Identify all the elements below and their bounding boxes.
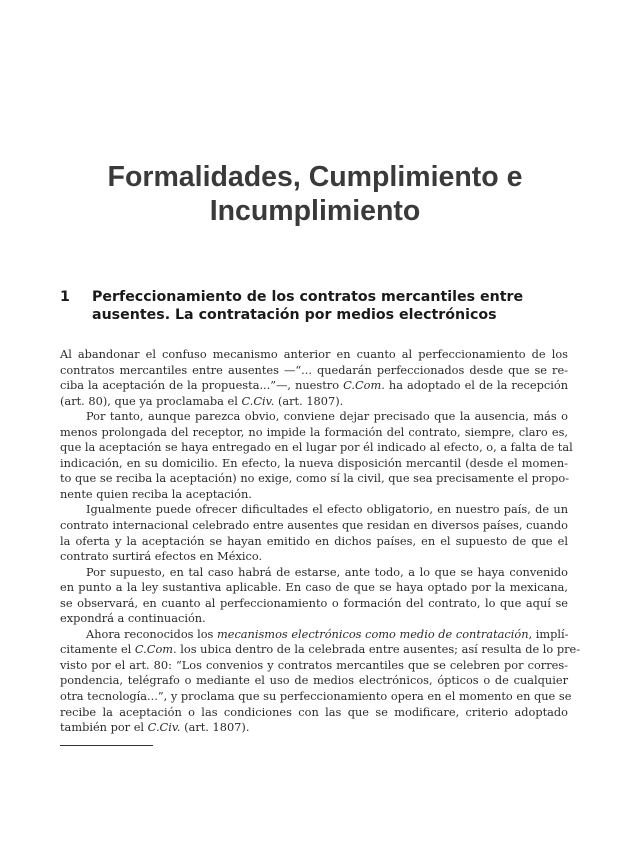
paragraph-line: se observará, en cuanto al perfeccionamiento o formación del contrato, lo que aquí se — [60, 595, 568, 610]
body-text — [60, 347, 581, 736]
abbrev-ccom: C.Com. — [134, 642, 177, 657]
paragraph-line: expondrá a continuación. — [60, 611, 206, 626]
abbrev-ccom: C.Com. — [343, 378, 385, 393]
paragraph-line: contrato internacional celebrado entre ausentes que residan en diversos países, cuando — [60, 518, 568, 533]
paragraph-line: (art. 80), que ya proclamaba el C.Civ. (art. 1807). — [60, 393, 344, 408]
abbrev-cciv: C.Civ. — [147, 720, 181, 735]
paragraph-line: contratos mercantiles entre ausentes —“... quedarán perfeccionados desde que se re- — [60, 362, 568, 377]
paragraph-line: menos prolongada del receptor, no impide la formación del contrato, siempre, claro es, — [60, 424, 568, 439]
paragraph-line: Por tanto, aunque parezca obvio, conviene dejar precisado que la ausencia, más o — [86, 409, 568, 424]
section-title-line-1: Perfeccionamiento de los contratos mercantiles entre — [92, 289, 524, 305]
paragraph-line: contrato surtirá efectos en México. — [60, 549, 263, 564]
chapter-title-line-1: Formalidades, Cumplimiento e — [107, 161, 523, 193]
paragraph-line: visto por el art. 80: “Los convenios y contratos mercantiles que se celebren por corres- — [60, 657, 568, 672]
chapter-title — [60, 160, 570, 228]
italic-phrase: mecanismos electrónicos como medio de contratación — [216, 626, 529, 641]
paragraph-4 — [60, 565, 568, 627]
paragraph-line: nente quien reciba la aceptación. — [60, 486, 252, 501]
section-number: 1 — [60, 289, 70, 305]
paragraph-line: Por supuesto, en tal caso habrá de estarse, ante todo, a lo que se haya convenido — [86, 564, 568, 579]
paragraph-line: Al abandonar el confuso mecanismo anterior en cuanto al perfeccionamiento de los — [60, 347, 568, 361]
paragraph-line: ciba la aceptación de la propuesta...”—, nuestro C.Com. ha adoptado el de la recepción — [60, 378, 568, 393]
paragraph-line: citamente el C.Com. los ubica dentro de la celebrada entre ausentes; así resulta de lo pre- — [60, 642, 581, 657]
chapter-title-line-2: Incumplimiento — [209, 195, 421, 227]
abbrev-cciv: C.Civ. — [241, 393, 275, 408]
footnote-separator — [60, 745, 153, 746]
paragraph-3 — [60, 502, 568, 564]
paragraph-line: to que se reciba la aceptación) no exige, como sí la civil, que sea precisamente el propo- — [60, 471, 570, 486]
section-title-line-2: ausentes. La contratación por medios electrónicos — [92, 307, 497, 323]
paragraph-line: también por el C.Civ. (art. 1807). — [60, 720, 250, 735]
paragraph-line: recibe la aceptación o las condiciones con las que se modificare, criterio adoptado — [60, 704, 568, 719]
paragraph-line: indicación, en su domicilio. En efecto, la nueva disposición mercantil (desde el momen- — [60, 455, 568, 470]
paragraph-1 — [60, 347, 568, 409]
section-heading — [60, 288, 580, 324]
paragraph-line: Ahora reconocidos los mecanismos electrónicos como medio de contratación, implí- — [86, 626, 569, 641]
paragraph-line: la oferta y la aceptación se hayan emitido en dichos países, en el supuesto de que el — [60, 533, 568, 548]
paragraph-line: otra tecnología...”, y proclama que su perfeccionamiento opera en el momento en que se — [60, 689, 572, 704]
paragraph-line: que la aceptación se haya entregado en el lugar por él indicado al efecto, o, a falta de tal — [60, 440, 573, 455]
paragraph-line: pondencia, telégrafo o mediante el uso de medios electrónicos, ópticos o de cualquier — [60, 673, 568, 688]
paragraph-5 — [60, 626, 581, 736]
paragraph-line: Igualmente puede ofrecer dificultades el efecto obligatorio, en nuestro país, de un — [86, 502, 568, 517]
paragraph-line: en punto a la ley sustantiva aplicable. En caso de que se haya optado por la mexicana, — [60, 580, 568, 595]
paragraph-2 — [60, 409, 573, 502]
